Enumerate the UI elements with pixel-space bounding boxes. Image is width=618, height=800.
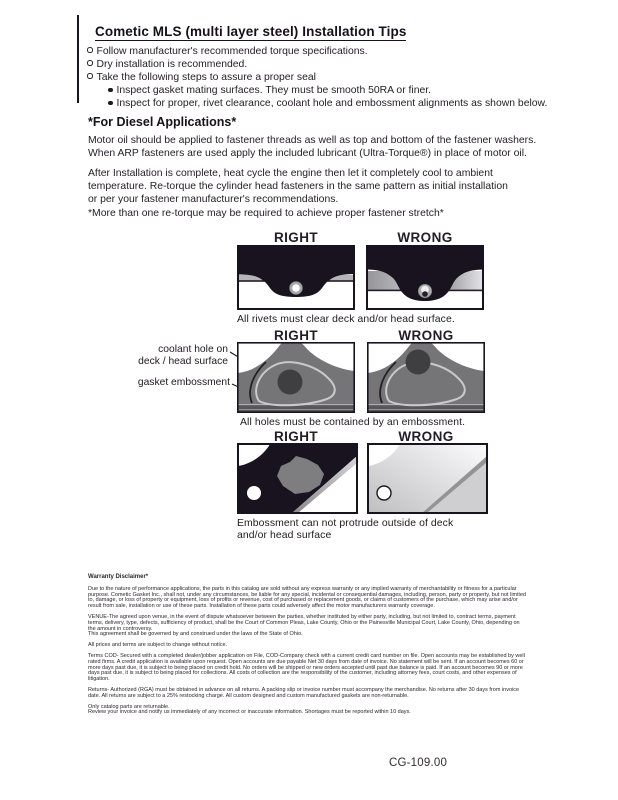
list-item-text: Dry installation is recommended. xyxy=(96,59,248,70)
diesel-paragraph-1 xyxy=(88,134,536,160)
rivet-center xyxy=(292,284,300,292)
filled-bullet-icon xyxy=(108,88,113,93)
paragraph-line: or per your fastener manufacturer's recommendations. xyxy=(88,194,339,205)
rivet-caption: All rivets must clear deck and/or head surface. xyxy=(237,313,455,325)
filled-bullet-icon xyxy=(108,101,113,106)
diagram-protrusion-wrong xyxy=(367,443,488,514)
sub-list-item xyxy=(108,97,547,110)
list-item-text: Inspect for proper, rivet clearance, coolant hole and embossment alignments as shown below. xyxy=(116,98,548,109)
wrong-label: WRONG xyxy=(397,230,453,245)
sub-list-item xyxy=(108,84,431,97)
coolant-hole xyxy=(406,350,431,375)
legal-paragraph: Returns- Authorized (RGA) must be obtained in advance on all returns. A packing slip or invoice number must accompany the merchandise. No returns after 30 days from invoice date. All returns are subject to a 25% restocking charge. All custom designed and custom manufactured gaskets are non-returnable. xyxy=(88,686,520,699)
diagram-embossment-right xyxy=(237,342,355,413)
right-label: RIGHT xyxy=(274,429,318,444)
wrong-label: WRONG xyxy=(398,429,454,444)
legal-paragraph: Due to the nature of performance applications, the parts in this catalog are sold without any express warranty or any implied warranty of merchantability or fitness for a particular purpose. Cometic Gasket Inc., shall not, under any circumstances, be liable for any special, incidental or consequential damages, including, person, party or property, but not limited to, damage, or loss of property or equipment, loss of profits or revenue, cost of purchased or replacement goods, or claims of customers of the purchase, which may arise and/or result from sale, installation or use of these parts. Installation of these parts could adversely affect the motor manufacturers warranty coverage. xyxy=(88,585,526,610)
diagram-embossment-wrong xyxy=(367,342,485,413)
deck-bottom-line xyxy=(368,409,484,410)
paragraph-line: When ARP fasteners are used apply the included lubricant (Ultra-Torque®) in place of motor oil. xyxy=(88,148,527,159)
open-bullet-icon xyxy=(87,73,93,79)
caption-line: Embossment can not protrude outside of deck xyxy=(237,517,454,529)
legal-paragraph: All prices and terms are subject to change without notice. xyxy=(88,642,228,649)
open-bullet-icon xyxy=(87,60,93,66)
paragraph-line: temperature. Re-torque the cylinder head fasteners in the same pattern as initial installation xyxy=(88,181,508,192)
legal-paragraph: Review your invoice and notify us immediately of any incorrect or inaccurate information. Shortages must be reported within 10 days. xyxy=(88,709,411,716)
list-item xyxy=(87,45,368,58)
list-item xyxy=(87,58,247,71)
embossment-caption: All holes must be contained by an embossment. xyxy=(240,416,466,428)
retorque-note: *More than one re-torque may be required to achieve proper fastener stretch* xyxy=(88,208,444,219)
deck-bottom-band xyxy=(368,405,484,412)
caption-line: and/or head surface xyxy=(237,530,332,541)
right-label: RIGHT xyxy=(274,230,318,245)
legal-paragraph: This agreement shall be governed by and construed under the laws of the State of Ohio. xyxy=(88,631,303,638)
deck-bottom-line xyxy=(238,409,354,410)
legal-paragraph: VENUE-The agreed upon venue, in the event of dispute whatsoever between the parties, whether instituted by either party, including, but not limited to, contract terms, payment terms, delivery, type, defects, sufficiency of product, shall be the Court of Common Pleas, Lake County, Ohio or the Painesville Municipal Court, Lake County, Ohio, depending on the amount in controversy. xyxy=(88,613,520,632)
coolant-hole xyxy=(278,370,303,395)
list-item-text: Follow manufacturer's recommended torque specifications. xyxy=(96,46,368,57)
rivet-interference xyxy=(422,291,428,297)
protrusion-caption xyxy=(237,518,453,543)
legal-paragraph: Only catalog parts are returnable. xyxy=(88,703,170,710)
legal-paragraph: Terms COD- Secured with a completed dealer/jobber application on File, COD-Company check with a current credit card number on file. Open accounts may be established by well rated firms. A credit application is available upon request. Open accounts are due payable Net 30 days from date of invoice. No statement will be sent. If an account becomes 60 or more days past due, it is subject to being placed on credit hold. No orders will be shipped or new orders accepted until past due balance is paid. If an account becomes 90 or more days past due, it is subject to being placed for collections. All costs of collection are the responsibility of the customer, including attorney fees, court costs, and other expenses of litigation. xyxy=(88,652,525,683)
list-item xyxy=(87,71,316,84)
wrong-label: WRONG xyxy=(398,328,454,343)
bolt-hole xyxy=(377,486,391,500)
list-item-text: Take the following steps to assure a proper seal xyxy=(96,72,316,83)
diesel-paragraph-2 xyxy=(88,167,508,206)
bolt-hole xyxy=(247,486,261,500)
gasket-embossment-label: gasket embossment xyxy=(137,377,230,388)
left-margin-line xyxy=(77,15,79,103)
label-line: coolant hole on xyxy=(158,344,228,355)
diagram-rivet-wrong xyxy=(366,245,484,310)
warranty-disclaimer xyxy=(88,575,528,716)
open-bullet-icon xyxy=(87,47,93,53)
diesel-heading: *For Diesel Applications* xyxy=(88,115,237,129)
diagram-protrusion-right xyxy=(237,443,358,514)
label-line: deck / head surface xyxy=(138,355,228,367)
disclaimer-heading: Warranty Disclaimer* xyxy=(88,574,149,580)
paragraph-line: After Installation is complete, heat cycle the engine then let it completely cool to ambient xyxy=(88,168,493,179)
list-item-text: Inspect gasket mating surfaces. They must be smooth 50RA or finer. xyxy=(116,85,432,96)
page-title: Cometic MLS (multi layer steel) Installation Tips xyxy=(95,24,407,39)
page-code: CG-109.00 xyxy=(389,757,448,769)
deck-bottom-band xyxy=(238,405,354,412)
diagram-rivet-right xyxy=(237,245,355,310)
paragraph-line: Motor oil should be applied to fastener threads as well as top and bottom of the fastener washers. xyxy=(88,135,537,146)
right-label: RIGHT xyxy=(274,328,318,343)
